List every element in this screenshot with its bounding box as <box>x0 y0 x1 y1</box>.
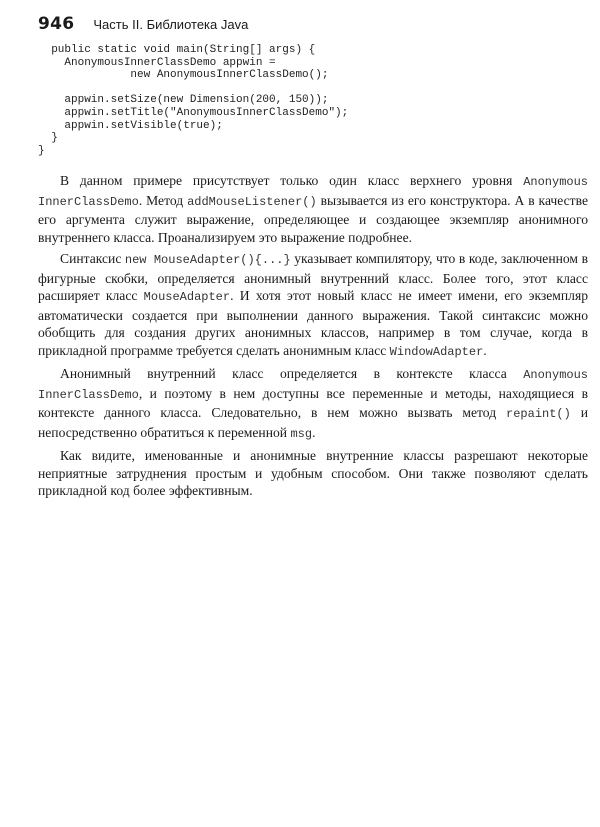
code-line: AnonymousInnerClassDemo appwin = <box>38 56 276 69</box>
paragraph <box>38 172 588 246</box>
running-head <box>38 14 248 36</box>
paragraph-text: Как видите, именованные и анонимные внутренние классы разрешают некоторые неприятные затруднения простым и удобным способом. Они также позволяют сделать прикладной код более эффективным. <box>38 448 588 498</box>
paragraph-text: , и поэтому в нем доступны все переменные и методы, находящиеся в контексте данного класса. Следовательно, в нем можно вызвать метод <box>38 385 588 420</box>
inline-code: Anonymous InnerClassDemo <box>38 175 588 209</box>
code-line: public static void main(String[] args) { <box>38 44 316 56</box>
paragraph-text: Анонимный внутренний класс определяется в контексте класса <box>60 366 524 381</box>
paragraph-text: . <box>483 342 487 358</box>
code-line: } <box>38 144 45 157</box>
paragraph <box>38 250 588 361</box>
code-line: new AnonymousInnerClassDemo(); <box>38 69 329 82</box>
inline-code: MouseAdapter <box>143 290 231 304</box>
page-number: 946 <box>38 14 75 34</box>
inline-code: repaint() <box>506 407 571 421</box>
code-line: } <box>38 132 58 145</box>
inline-code: WindowAdapter <box>389 344 484 359</box>
running-title: Часть II. Библиотека Java <box>93 17 249 32</box>
paragraph <box>38 447 588 500</box>
code-line: appwin.setTitle("AnonymousInnerClassDemo"); <box>38 106 349 119</box>
paragraph-text: вызывается из его конструктора. А в качестве его аргумента служит выражение, определяющее и создающее экземпляр анонимного внутреннего класса. Проанализируем это выражение подробнее. <box>38 192 588 245</box>
paragraph-text: указывает компилятору, что в коде, заключенном в фигурные скобки, определяется анонимный внутренний класс. Более того, этот класс расширяет класс <box>38 251 588 303</box>
paragraph-text: . И хотя этот новый класс не имеет имени, его экземпляр автоматически создается при выполнении данного выражения. Такой синтаксис можно обобщить для создания других анонимных классов, например в том случае, когда в прикладной программе требуется сделать анонимным класс <box>38 288 588 358</box>
paragraph-text: Синтаксис <box>60 251 125 266</box>
code-listing <box>38 44 348 157</box>
inline-code: addMouseListener() <box>187 194 317 209</box>
paragraph <box>38 365 588 443</box>
paragraph-text: В данном примере присутствует только один класс верхнего уровня <box>60 173 524 188</box>
code-line: appwin.setVisible(true); <box>38 119 223 132</box>
body-text <box>38 172 588 504</box>
inline-code: Anonymous InnerClassDemo <box>38 368 588 402</box>
paragraph-text: и непосредственно обратиться к переменной <box>38 405 588 440</box>
inline-code: new MouseAdapter(){...} <box>124 253 291 267</box>
code-line: appwin.setSize(new Dimension(200, 150)); <box>38 94 329 107</box>
paragraph-text: . Метод <box>138 192 188 208</box>
inline-code: msg <box>290 426 313 441</box>
paragraph-text: . <box>312 424 316 440</box>
